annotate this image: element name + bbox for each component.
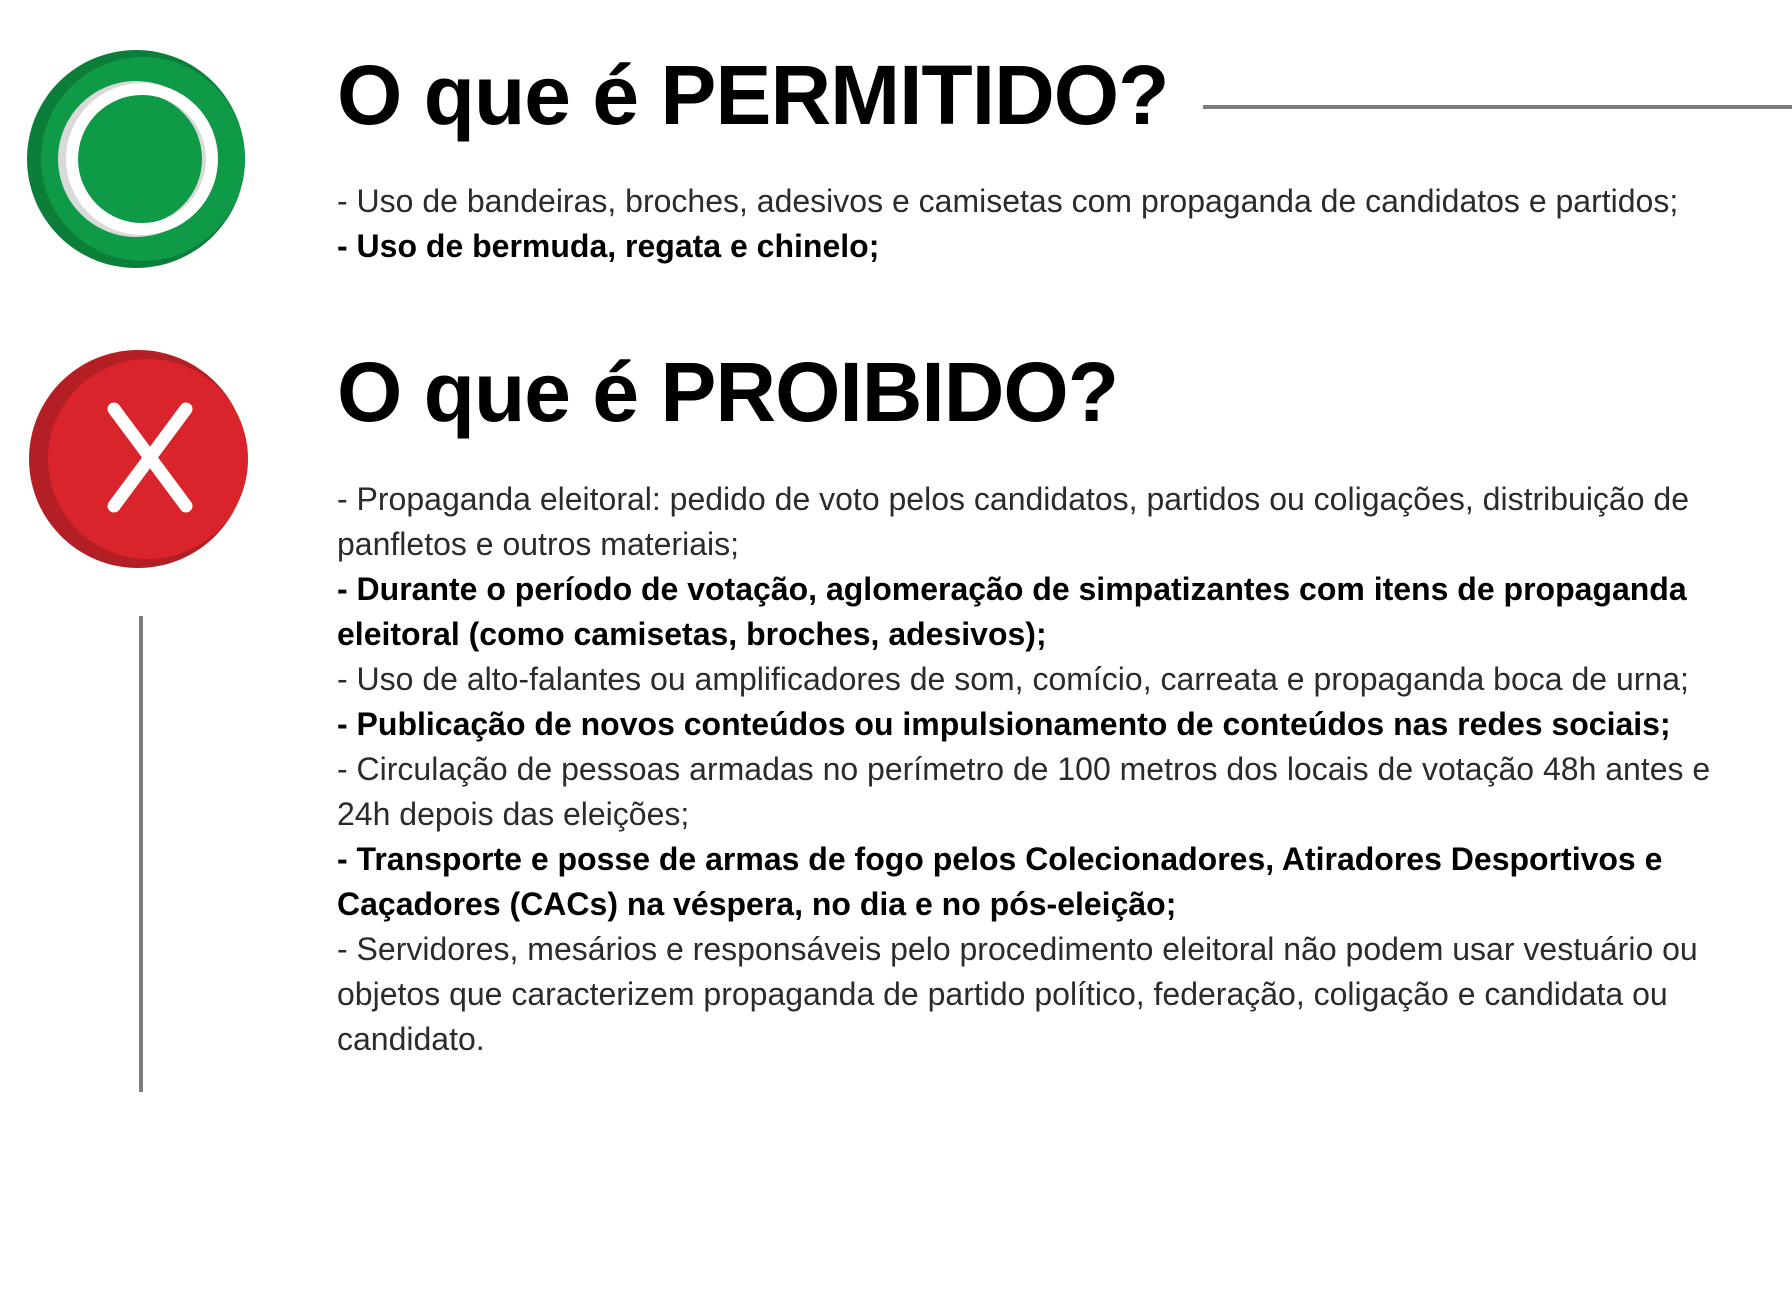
check-circle-icon (26, 49, 246, 269)
forbidden-list-item: - Transporte e posse de armas de fogo pelos Colecionadores, Atiradores Desportivos e Caçadores (CACs) na véspera, no dia e no pós-eleição; (337, 841, 1663, 922)
allowed-title: O que é PERMITIDO? (337, 48, 1169, 142)
forbidden-list-item: - Durante o período de votação, aglomeração de simpatizantes com itens de propaganda eleitoral (como camisetas, broches, adesivos); (337, 571, 1687, 652)
x-circle-icon (28, 349, 248, 569)
forbidden-list (337, 477, 1732, 1062)
forbidden-list-item: - Propaganda eleitoral: pedido de voto pelos candidatos, partidos ou coligações, distribuição de panfletos e outros materiais; (337, 481, 1689, 562)
forbidden-list-item: - Uso de alto-falantes ou amplificadores de som, comício, carreata e propaganda boca de urna; (337, 661, 1689, 697)
forbidden-list-item: - Servidores, mesários e responsáveis pelo procedimento eleitoral não podem usar vestuário ou objetos que caracterizem propaganda de partido político, federação, coligação e candidata ou candidato. (337, 931, 1698, 1057)
forbidden-list-item: - Publicação de novos conteúdos ou impulsionamento de conteúdos nas redes sociais; (337, 706, 1671, 742)
allowed-list (337, 179, 1737, 269)
forbidden-title: O que é PROIBIDO? (337, 345, 1119, 439)
side-divider (139, 616, 143, 1092)
allowed-list-item: - Uso de bermuda, regata e chinelo; (337, 228, 880, 264)
forbidden-list-item: - Circulação de pessoas armadas no perímetro de 100 metros dos locais de votação 48h antes e 24h depois das eleições; (337, 751, 1711, 832)
title-divider (1203, 105, 1792, 109)
allowed-list-item: - Uso de bandeiras, broches, adesivos e camisetas com propaganda de candidatos e partidos; (337, 183, 1679, 219)
